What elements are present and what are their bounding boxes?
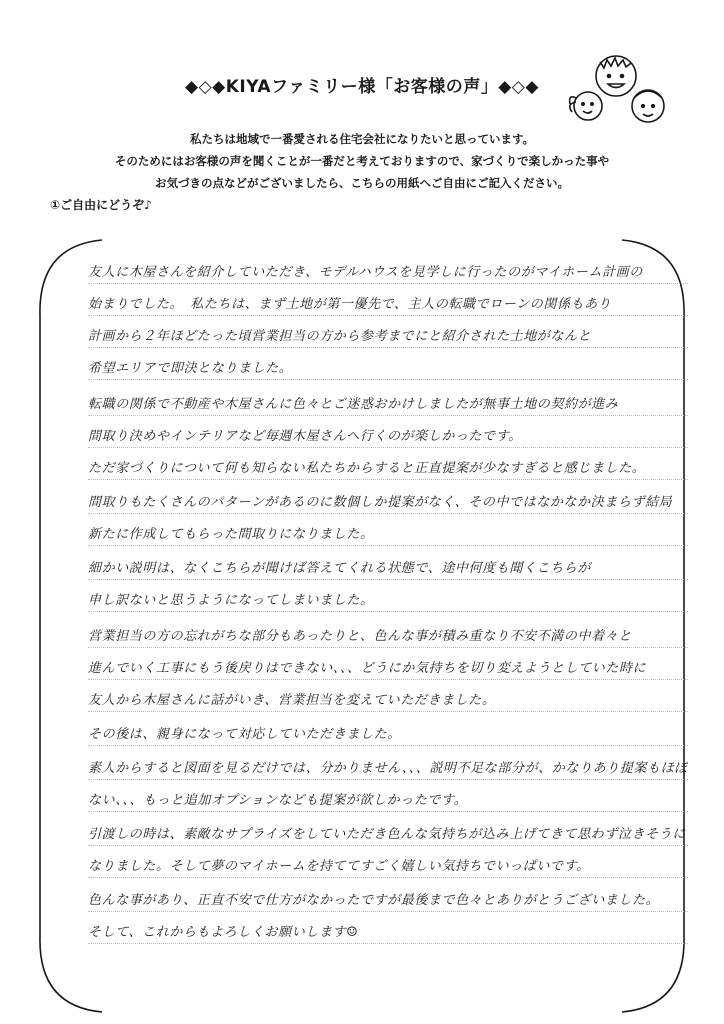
comment-line: 希望エリアで即決となりました。 xyxy=(88,354,688,384)
comment-line: そして、これからもよろしくお願いします☺ xyxy=(88,918,688,948)
comment-line: 転職の関係で不動産や木屋さんに色々とご迷惑おかけしましたが無事土地の契約が進み xyxy=(88,390,688,420)
intro-text xyxy=(60,128,664,194)
handwritten-comment xyxy=(88,258,688,958)
intro-line: 私たちは地域で一番愛される住宅会社になりたいと思っています。 xyxy=(189,132,535,146)
comment-line: 計画から２年ほどたった頃営業担当の方から参考までにと紹介された土地がなんと xyxy=(88,322,688,352)
comment-line: ない、、、もっと追加オプションなども提案が欲しかったです。 xyxy=(88,786,688,816)
comment-line: その後は、親身になって対応していただきました。 xyxy=(88,720,688,750)
comment-line: 友人から木屋さんに話がいき、営業担当を変えていただきました。 xyxy=(88,686,688,716)
comment-line: 営業担当の方の忘れがちな部分もあったりと、色んな事が積み重なり不安不満の中着々と xyxy=(88,622,688,652)
comment-line: 引渡しの時は、素敵なサプライズをしていただき色んな気持ちが込み上げてきて思わず泣きそうに xyxy=(88,820,688,850)
page-title: ◆◇◆KIYAファミリー様「お客様の声」◆◇◆ xyxy=(185,77,539,97)
comment-line: 間取りもたくさんのパターンがあるのに数個しか提案がなく、その中ではなかなか決まらず結局 xyxy=(88,488,688,518)
comment-line: 間取り決めやインテリアなど毎週木屋さんへ行くのが楽しかったです。 xyxy=(88,422,688,452)
comment-line: 始まりでした。 私たちは、まず土地が第一優先で、主人の転職でローンの関係もあり xyxy=(88,290,688,320)
comment-line: 素人からすると図面を見るだけでは、分かりません、、、説明不足な部分が、かなりあり提案もほぼ xyxy=(88,754,688,784)
comment-line: なりました。そして夢のマイホームを持ててすごく嬉しい気持ちでいっぱいです。 xyxy=(88,852,688,882)
comment-line: 友人に木屋さんを紹介していただき、モデルハウスを見学しに行ったのがマイホーム計画の xyxy=(88,258,688,288)
intro-line: お気づきの点などがございましたら、こちらの用紙へご自由にご記入ください。 xyxy=(155,176,569,190)
comment-line: 細かい説明は、なくこちらが聞けば答えてくれる状態で、途中何度も聞くこちらが xyxy=(88,554,688,584)
comment-line: 申し訳ないと思うようになってしまいました。 xyxy=(88,586,688,616)
free-comment-prompt: ①ご自由にどうぞ♪ xyxy=(50,198,152,212)
comment-line: 新たに作成してもらった間取りになりました。 xyxy=(88,520,688,550)
comment-line: 色んな事があり、正直不安で仕方がなかったですが最後まで色々とありがとうございました。 xyxy=(88,886,688,916)
comment-line: ただ家づくりについて何も知らない私たちからすると正直提案が少なすぎると感じました。 xyxy=(88,454,688,484)
intro-line: そのためにはお客様の声を聞くことが一番だと考えておりますので、家づくりで楽しかった事や xyxy=(114,154,610,168)
comment-line: 進んでいく工事にもう後戻りはできない、、、どうにか気持ちを切り変えようとしていた時に xyxy=(88,654,688,684)
